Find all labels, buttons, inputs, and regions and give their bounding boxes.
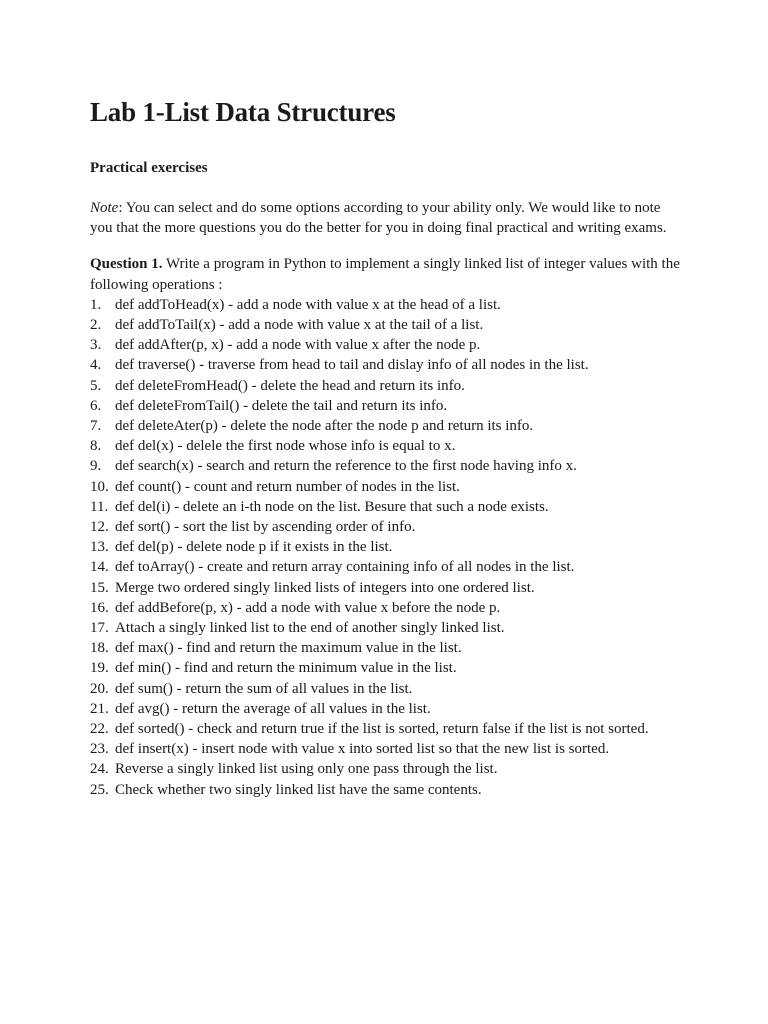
list-item-number: 2. bbox=[90, 317, 102, 334]
list-item bbox=[90, 739, 680, 759]
section-subtitle: Practical exercises bbox=[90, 160, 208, 176]
list-item-text: def del(x) - delele the first node whose info is equal to x. bbox=[115, 438, 456, 455]
list-item bbox=[90, 618, 680, 638]
list-item-number: 15. bbox=[90, 579, 109, 596]
list-item-text: def addToHead(x) - add a node with value x at the head of a list. bbox=[115, 296, 501, 313]
list-item bbox=[90, 517, 680, 537]
document-title: Lab 1-List Data Structures bbox=[90, 97, 396, 127]
list-item bbox=[90, 396, 680, 416]
list-item bbox=[90, 416, 680, 436]
question-text: Write a program in Python to implement a singly linked list of integer values with the following operations : bbox=[90, 256, 680, 293]
list-item bbox=[90, 295, 680, 315]
list-item-text: def sort() - sort the list by ascending order of info. bbox=[115, 519, 416, 536]
list-item bbox=[90, 315, 680, 335]
list-item bbox=[90, 376, 680, 396]
list-item-number: 16. bbox=[90, 599, 109, 616]
list-item-number: 5. bbox=[90, 377, 102, 394]
list-item-text: def deleteFromTail() - delete the tail and return its info. bbox=[115, 397, 448, 414]
list-item bbox=[90, 477, 680, 497]
operations-list bbox=[90, 295, 680, 800]
list-item-text: def deleteAter(p) - delete the node after the node p and return its info. bbox=[115, 418, 534, 435]
list-item bbox=[90, 497, 680, 517]
list-item-number: 13. bbox=[90, 539, 109, 556]
list-item-number: 14. bbox=[90, 559, 109, 576]
list-item bbox=[90, 719, 680, 739]
list-item-text: def insert(x) - insert node with value x into sorted list so that the new list is sorted. bbox=[115, 741, 610, 758]
list-item bbox=[90, 335, 680, 355]
list-item-number: 3. bbox=[90, 337, 102, 354]
list-item-text: def addAfter(p, x) - add a node with value x after the node p. bbox=[115, 337, 481, 354]
list-item-number: 23. bbox=[90, 741, 109, 758]
list-item bbox=[90, 436, 680, 456]
note-label: Note bbox=[90, 200, 119, 216]
list-item-text: def count() - count and return number of nodes in the list. bbox=[115, 478, 460, 495]
list-item bbox=[90, 456, 680, 476]
note-separator: : bbox=[118, 200, 123, 216]
list-item-text: def deleteFromHead() - delete the head and return its info. bbox=[115, 377, 465, 394]
list-item-text: def traverse() - traverse from head to tail and dislay info of all nodes in the list. bbox=[115, 357, 589, 374]
list-item bbox=[90, 638, 680, 658]
list-item-text: def max() - find and return the maximum value in the list. bbox=[115, 640, 462, 657]
list-item bbox=[90, 679, 680, 699]
list-item-text: def addToTail(x) - add a node with value x at the tail of a list. bbox=[115, 317, 484, 334]
list-item-number: 18. bbox=[90, 640, 109, 657]
list-item-number: 8. bbox=[90, 438, 102, 455]
list-item-number: 17. bbox=[90, 620, 109, 637]
list-item-text: def del(i) - delete an i-th node on the list. Besure that such a node exists. bbox=[115, 498, 549, 515]
list-item-text: Reverse a singly linked list using only one pass through the list. bbox=[115, 761, 498, 778]
question-paragraph bbox=[90, 254, 680, 294]
note-paragraph bbox=[90, 198, 680, 238]
document-page bbox=[90, 96, 680, 800]
list-item-text: Attach a singly linked list to the end of another singly linked list. bbox=[115, 620, 505, 637]
list-item bbox=[90, 759, 680, 779]
list-item-text: def avg() - return the average of all values in the list. bbox=[115, 700, 431, 717]
list-item-number: 4. bbox=[90, 357, 102, 374]
list-item-text: Merge two ordered singly linked lists of integers into one ordered list. bbox=[115, 579, 535, 596]
list-item bbox=[90, 598, 680, 618]
list-item bbox=[90, 355, 680, 375]
list-item-text: Check whether two singly linked list have the same contents. bbox=[115, 781, 482, 798]
list-item-text: def search(x) - search and return the reference to the first node having info x. bbox=[115, 458, 577, 475]
list-item-text: def sorted() - check and return true if the list is sorted, return false if the list is not sorted. bbox=[115, 721, 649, 738]
list-item-number: 21. bbox=[90, 700, 109, 717]
list-item bbox=[90, 578, 680, 598]
question-label: Question 1. bbox=[90, 256, 163, 273]
list-item-number: 11. bbox=[90, 498, 109, 515]
list-item bbox=[90, 699, 680, 719]
list-item-number: 9. bbox=[90, 458, 102, 475]
list-item-number: 6. bbox=[90, 397, 102, 414]
list-item bbox=[90, 780, 680, 800]
list-item-number: 19. bbox=[90, 660, 109, 677]
list-item-number: 25. bbox=[90, 781, 109, 798]
list-item-number: 20. bbox=[90, 680, 109, 697]
list-item bbox=[90, 537, 680, 557]
list-item-text: def del(p) - delete node p if it exists in the list. bbox=[115, 539, 393, 556]
note-text: You can select and do some options according to your ability only. We would like to note you that the more questions you do the better for you in doing final practical and writing exams. bbox=[90, 200, 667, 237]
list-item-number: 1. bbox=[90, 296, 102, 313]
list-item-number: 24. bbox=[90, 761, 109, 778]
list-item-number: 7. bbox=[90, 418, 102, 435]
list-item-number: 10. bbox=[90, 478, 109, 495]
list-item-number: 12. bbox=[90, 519, 109, 536]
list-item-text: def min() - find and return the minimum value in the list. bbox=[115, 660, 457, 677]
list-item-text: def toArray() - create and return array containing info of all nodes in the list. bbox=[115, 559, 575, 576]
list-item bbox=[90, 658, 680, 678]
list-item-text: def sum() - return the sum of all values in the list. bbox=[115, 680, 413, 697]
list-item-text: def addBefore(p, x) - add a node with value x before the node p. bbox=[115, 599, 501, 616]
list-item bbox=[90, 557, 680, 577]
list-item-number: 22. bbox=[90, 721, 109, 738]
